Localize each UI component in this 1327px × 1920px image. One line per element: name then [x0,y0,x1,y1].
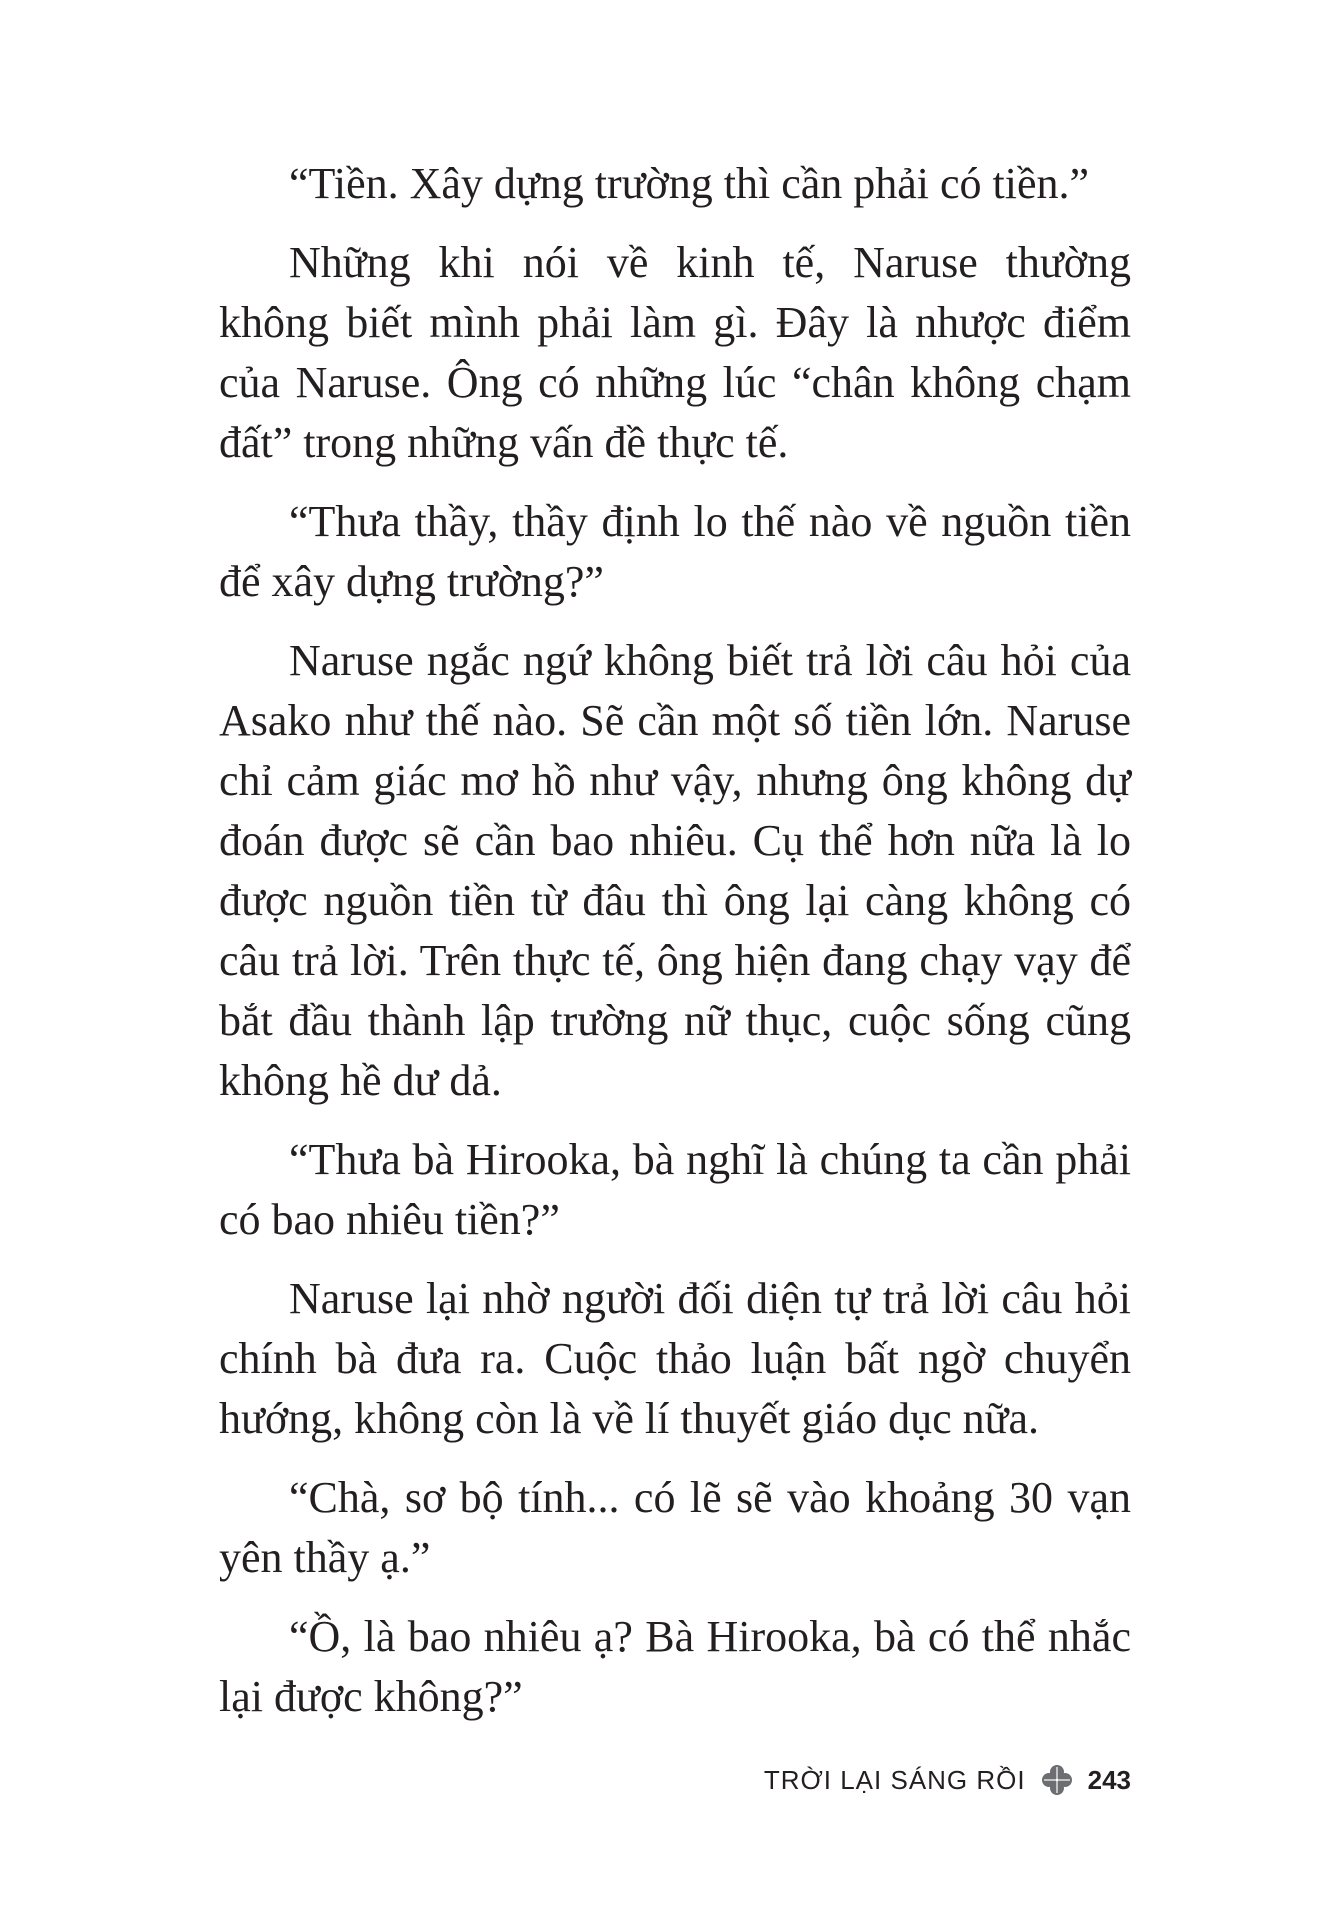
paragraph: “Ồ, là bao nhiêu ạ? Bà Hirooka, bà có thể nhắc lại được không?” [219,1612,1131,1721]
paragraph: Naruse ngắc ngứ không biết trả lời câu hỏi của Asako như thế nào. Sẽ cần một số tiền lớn. Naruse chỉ cảm giác mơ hồ như vậy, nhưng ông không dự đoán được sẽ cần bao nhiêu. Cụ thể hơn nữa là lo được nguồn tiền từ đâu thì ông lại càng không có câu trả lời. Trên thực tế, ông hiện đang chạy vạy để bắt đầu thành lập trường nữ thục, cuộc sống cũng không hề dư dả. [219,636,1131,1105]
page-footer [764,1760,1131,1800]
paragraph: “Chà, sơ bộ tính... có lẽ sẽ vào khoảng 30 vạn yên thầy ạ.” [219,1473,1131,1582]
body-text [219,154,1131,1746]
paragraph: “Thưa bà Hirooka, bà nghĩ là chúng ta cần phải có bao nhiêu tiền?” [219,1135,1131,1244]
paragraph: “Tiền. Xây dựng trường thì cần phải có tiền.” [289,159,1090,208]
running-title: TRỜI LẠI SÁNG RỒI [763,1764,1026,1795]
paragraph: “Thưa thầy, thầy định lo thế nào về nguồn tiền để xây dựng trường?” [219,497,1131,606]
paragraph: Naruse lại nhờ người đối diện tự trả lời câu hỏi chính bà đưa ra. Cuộc thảo luận bất ngờ chuyển hướng, không còn là về lí thuyết giáo dục nữa. [219,1274,1131,1443]
page-number: 243 [1087,1764,1131,1795]
paragraph: Những khi nói về kinh tế, Naruse thường không biết mình phải làm gì. Đây là nhược điểm của Naruse. Ông có những lúc “chân không chạm đất” trong những vấn đề thực tế. [219,238,1131,467]
clover-icon [1040,1763,1074,1797]
